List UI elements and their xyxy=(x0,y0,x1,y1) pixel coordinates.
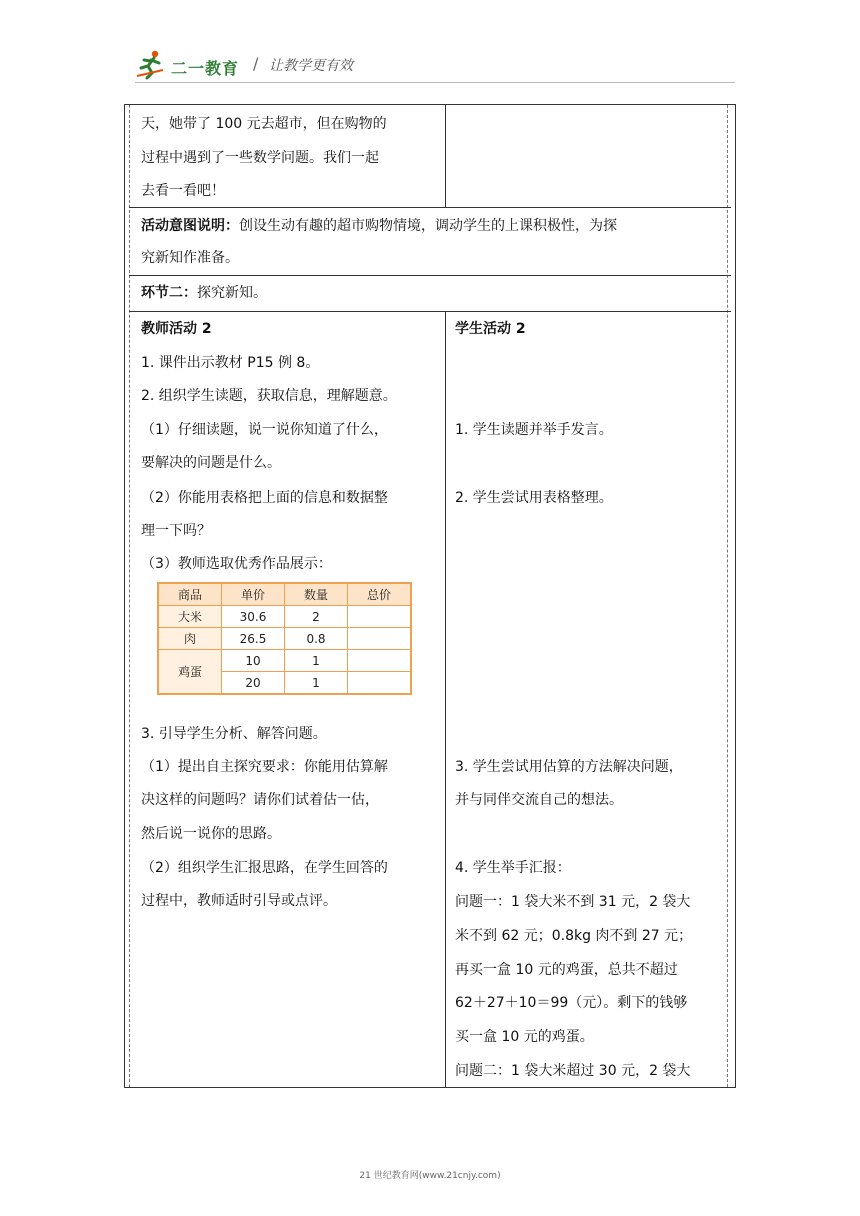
student-line: 再买一盒 10 元的鸡蛋，总共不超过 xyxy=(455,962,678,978)
left-dashed-border xyxy=(129,105,130,1087)
table-cell: 10 xyxy=(222,650,285,672)
table-cell: 26.5 xyxy=(222,628,285,650)
teacher-line: 然后说一说你的思路。 xyxy=(141,826,281,842)
table-cell xyxy=(348,672,412,695)
table-cell: 1 xyxy=(285,650,348,672)
teacher-line: 1. 课件出示教材 P15 例 8。 xyxy=(141,355,320,371)
goods-table-row xyxy=(158,606,411,628)
teacher-line: 3. 引导学生分析、解答问题。 xyxy=(141,726,327,742)
runner-logo-icon xyxy=(135,48,165,80)
table-cell: 鸡蛋 xyxy=(158,650,222,695)
goods-table-row xyxy=(158,628,411,650)
header-cell: 单价 xyxy=(222,583,285,606)
table-cell: 30.6 xyxy=(222,606,285,628)
teacher-line: （1）仔细读题，说一说你知道了什么， xyxy=(141,422,388,438)
teacher-line: 要解决的问题是什么。 xyxy=(141,455,281,471)
header-divider xyxy=(135,82,735,83)
teacher-activity-title: 教师活动 2 xyxy=(141,321,212,337)
table-cell: 1 xyxy=(285,672,348,695)
student-line: 米不到 62 元；0.8kg 肉不到 27 元； xyxy=(455,928,693,944)
table-cell: 大米 xyxy=(158,606,222,628)
intro-line: 去看一看吧！ xyxy=(141,183,225,199)
teacher-line: 2. 组织学生读题，获取信息，理解题意。 xyxy=(141,388,397,404)
intent-text: 创设生动有趣的超市购物情境，调动学生的上课积极性，为探 xyxy=(239,218,617,234)
header-cell: 商品 xyxy=(158,583,222,606)
table-cell xyxy=(348,628,412,650)
teacher-line: 过程中，教师适时引导或点评。 xyxy=(141,893,337,909)
table-cell xyxy=(348,650,412,672)
table-cell: 2 xyxy=(285,606,348,628)
brand-name: 二一教育 xyxy=(171,59,240,78)
teacher-line: （2）组织学生汇报思路，在学生回答的 xyxy=(141,860,388,876)
teacher-line: 理一下吗？ xyxy=(141,523,211,539)
student-line: 3. 学生尝试用估算的方法解决问题， xyxy=(455,759,683,775)
goods-table-row xyxy=(158,650,411,672)
header-cell: 数量 xyxy=(285,583,348,606)
table-cell: 20 xyxy=(222,672,285,695)
table-cell: 0.8 xyxy=(285,628,348,650)
student-line: 2. 学生尝试用表格整理。 xyxy=(455,490,613,506)
header-slogan: 让教学更有效 xyxy=(269,58,353,74)
teacher-line: 决这样的问题吗？请你们试着估一估， xyxy=(141,792,379,808)
right-dashed-border xyxy=(727,105,728,1087)
intro-line: 天，她带了 100 元去超市，但在购物的 xyxy=(141,116,387,132)
student-line: 并与同伴交流自己的想法。 xyxy=(455,792,623,808)
section-heading xyxy=(141,276,267,311)
page-footer: 21 世纪教育网(www.21cnjy.com) xyxy=(359,1171,501,1181)
header-separator: / xyxy=(253,54,259,73)
page-header xyxy=(135,48,735,80)
student-line: 4. 学生举手汇报： xyxy=(455,860,571,876)
intent-line-2: 究新知作准备。 xyxy=(141,250,239,266)
teacher-line: （2）你能用表格把上面的信息和数据整 xyxy=(141,490,388,506)
goods-table xyxy=(157,582,412,695)
header-cell: 总价 xyxy=(348,583,412,606)
teacher-line: （3）教师选取优秀作品展示： xyxy=(141,556,332,572)
lesson-table xyxy=(124,104,736,1088)
column-divider-main xyxy=(445,311,446,1087)
goods-table-header xyxy=(158,583,411,606)
section-label: 环节二： xyxy=(141,285,197,301)
student-line: 问题一：1 袋大米不到 31 元，2 袋大 xyxy=(455,894,691,910)
column-divider-top xyxy=(445,105,446,207)
intent-line-1 xyxy=(141,209,617,244)
table-cell: 肉 xyxy=(158,628,222,650)
intro-line: 过程中遇到了一些数学问题。我们一起 xyxy=(141,150,379,166)
student-line: 62＋27＋10＝99（元）。剩下的钱够 xyxy=(455,995,688,1011)
student-line: 买一盒 10 元的鸡蛋。 xyxy=(455,1029,594,1045)
teacher-line: （1）提出自主探究要求：你能用估算解 xyxy=(141,759,388,775)
student-line: 问题二：1 袋大米超过 30 元，2 袋大 xyxy=(455,1063,691,1079)
table-cell xyxy=(348,606,412,628)
student-line: 1. 学生读题并举手发言。 xyxy=(455,422,613,438)
section-text: 探究新知。 xyxy=(197,285,267,301)
row-divider xyxy=(129,311,731,312)
student-activity-title: 学生活动 2 xyxy=(455,321,526,337)
intent-label: 活动意图说明： xyxy=(141,218,239,234)
